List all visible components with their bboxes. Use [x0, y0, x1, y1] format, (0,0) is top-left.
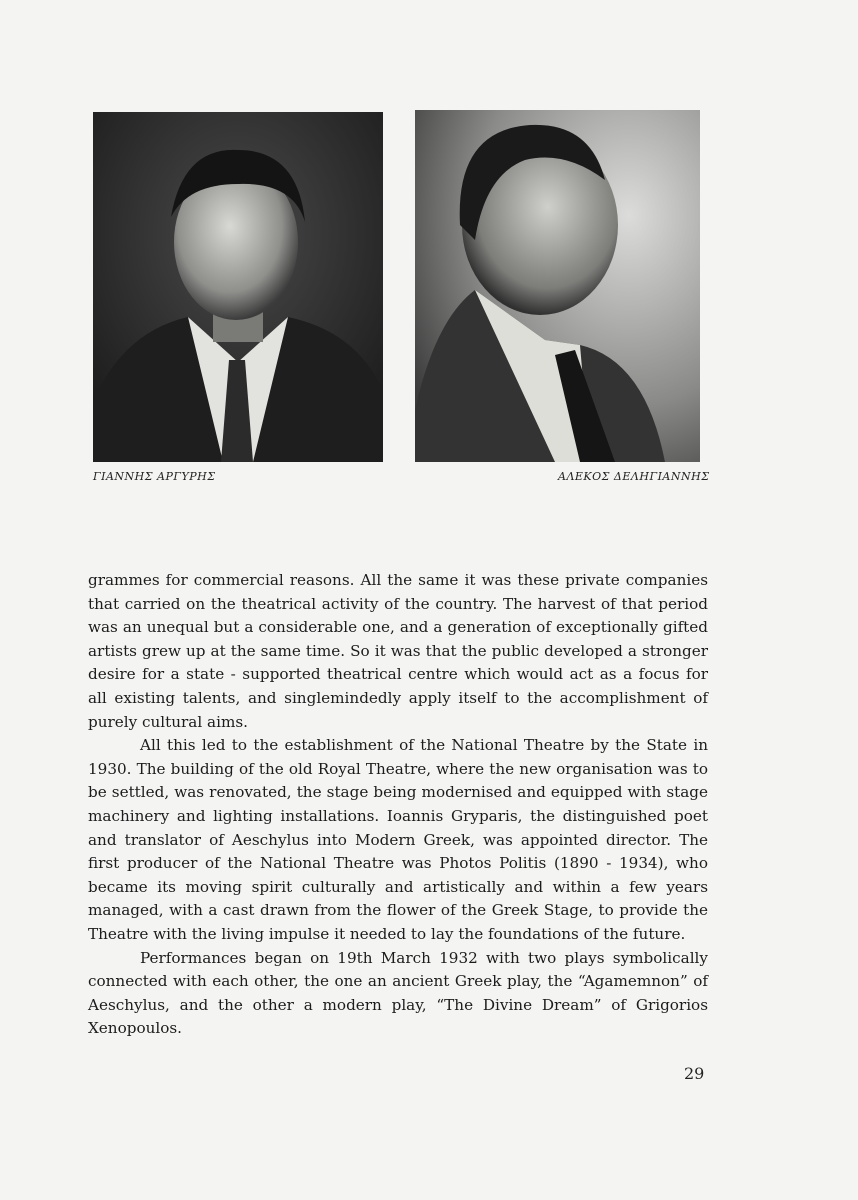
portrait-image-left [93, 112, 383, 462]
portrait-photo-right [415, 110, 700, 462]
page-number: 29 [684, 1064, 705, 1083]
paragraph-3: Performances began on 19th March 1932 with two plays symbolically connected with each other, the one an ancient Greek play, the “Agamemnon” of Aeschylus, and the other a modern play, “The Divine Dream” of Grigorios Xenopoulos. [88, 948, 708, 1038]
portrait-photo-left [93, 112, 383, 462]
portrait-image-right [415, 110, 700, 462]
photo-caption-left: ΓΙΑΝΝΗΣ ΑΡΓΥΡΗΣ [93, 470, 216, 483]
paragraph-1: grammes for commercial reasons. All the same it was these private companies that carried on the theatrical activity of the country. The harvest of that period was an unequal but a considerable one, and a generation of exceptionally gifted artists grew up at the same time. So it was that the public developed a stronger desire for a state - supported theatrical centre which would act as a focus for all existing talents, and singlemindedly apply itself to the accomplishment of purely cultural aims. [88, 571, 708, 731]
photo-caption-right: ΑΛΕΚΟΣ ΔΕΛΗΓΙΑΝΝΗΣ [558, 470, 710, 483]
body-text [88, 569, 708, 1041]
paragraph-2: All this led to the establishment of the National Theatre by the State in 1930. The building of the old Royal Theatre, where the new organisation was to be settled, was renovated, the stage being modernised and equipped with stage machinery and lighting installations. Ioannis Gryparis, the distinguished poet and translator of Aeschylus into Modern Greek, was appointed director. The first producer of the National Theatre was Photos Politis (1890 - 1934), who became its moving spirit culturally and artistically and within a few years managed, with a cast drawn from the flower of the Greek Stage, to provide the Theatre with the living impulse it needed to lay the foundations of the future. [88, 736, 708, 943]
